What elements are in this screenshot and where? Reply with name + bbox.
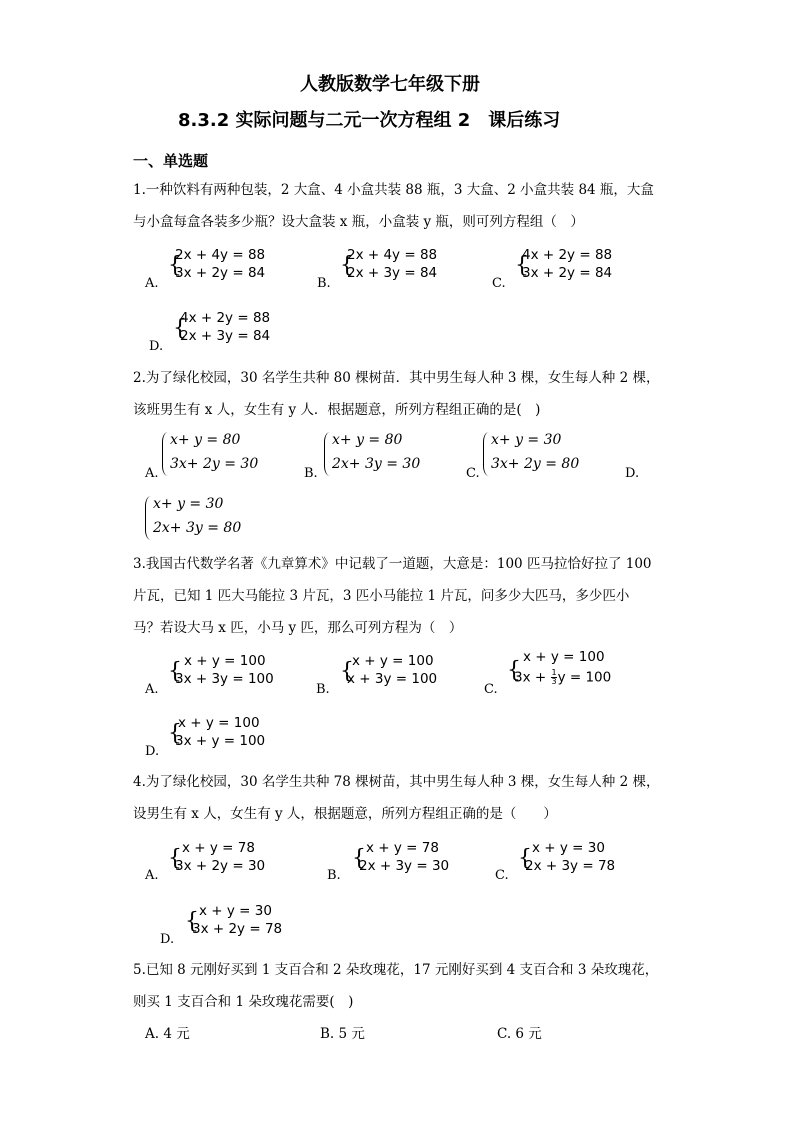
- equation-part: 3x +: [514, 669, 551, 686]
- option-label: D.: [145, 744, 160, 759]
- option-label: B.: [327, 868, 341, 883]
- equation: 2x + 3y = 84: [347, 265, 438, 281]
- equation: 3x + 3y = 100: [175, 671, 274, 687]
- equation: 3x+ 2y = 30: [170, 456, 259, 472]
- equation: 2x + 3y = 84: [180, 328, 271, 344]
- equation: x + y = 100: [352, 653, 434, 669]
- equation: 2x + 4y = 88: [175, 247, 266, 263]
- equation: 2x + 4y = 88: [347, 247, 438, 263]
- equation: 2x + 3y = 30: [359, 858, 450, 874]
- question-5-line-2: 则买 1 支百合和 1 朵玫瑰花需要( ): [133, 994, 354, 1010]
- equation: x + y = 100: [178, 715, 260, 731]
- equation: x + 3y = 100: [347, 671, 438, 687]
- equation: x + y = 100: [184, 653, 266, 669]
- equation: 2x+ 3y = 30: [332, 456, 421, 472]
- question-3-line-3: 马？若设大马 x 匹，小马 y 匹，那么可列方程为（ ）: [133, 620, 463, 636]
- equation: x + y = 78: [182, 840, 255, 856]
- option-label: B.: [304, 466, 318, 481]
- option-label: D.: [149, 339, 164, 354]
- equation: x + y = 30: [532, 840, 605, 856]
- option-label: A.: [145, 868, 159, 883]
- option-label: C.: [492, 276, 506, 291]
- section-heading-single-choice: 一、单选题: [133, 152, 209, 170]
- option-label: A.: [145, 466, 159, 481]
- equation: 4x + 2y = 88: [522, 247, 613, 263]
- document-title: 人教版数学七年级下册: [300, 74, 480, 95]
- question-5-option-b[interactable]: B. 5 元: [320, 1026, 365, 1042]
- equation: x+ y = 80: [332, 432, 403, 448]
- question-5-line-1: 5.已知 8 元刚好买到 1 支百合和 2 朵玫瑰花，17 元刚好买到 4 支百合和 3 朵玫瑰花，: [133, 962, 659, 978]
- equation: x+ y = 30: [491, 432, 562, 448]
- equation: 3x + 2y = 84: [522, 265, 613, 281]
- question-4-line-2: 设男生有 x 人，女生有 y 人，根据题意，所列方程组正确的是（ ）: [133, 806, 557, 822]
- equation: [514, 669, 611, 686]
- equation: 2x + 3y = 78: [525, 858, 616, 874]
- option-label: D.: [625, 466, 640, 481]
- question-2-line-2: 该班男生有 x 人，女生有 y 人．根据题意，所列方程组正确的是( ): [133, 402, 541, 418]
- question-1-line-1: 1.一种饮料有两种包装，2 大盒、4 小盒共装 88 瓶，3 大盒、2 小盒共装 84 瓶，大盒: [133, 182, 654, 198]
- question-4-line-1: 4.为了绿化校园，30 名学生共种 78 棵树苗，其中男生每人种 3 棵，女生每人种 2 棵，: [133, 774, 660, 790]
- question-5-option-c[interactable]: C. 6 元: [497, 1026, 542, 1042]
- question-2-line-1: 2.为了绿化校园，30 名学生共种 80 棵树苗．其中男生每人种 3 棵，女生每人种 2 棵，: [133, 370, 660, 386]
- equation: x + y = 100: [523, 649, 605, 665]
- equation: x+ y = 80: [170, 432, 241, 448]
- option-label: C.: [495, 868, 509, 883]
- equation: x+ y = 30: [153, 496, 224, 512]
- fraction: $\frac{1}{3}$: [551, 668, 557, 686]
- question-3-line-2: 片瓦，已知 1 匹大马能拉 3 片瓦，3 匹小马能拉 1 片瓦，问多少大匹马，多少匹小: [133, 588, 630, 604]
- question-3-line-1: 3.我国古代数学名著《九章算术》中记载了一道题，大意是：100 匹马拉恰好拉了 100: [133, 556, 652, 572]
- option-label: B.: [316, 682, 330, 697]
- option-label: C.: [466, 466, 480, 481]
- equation: 4x + 2y = 88: [180, 310, 271, 326]
- option-label: D.: [160, 932, 175, 947]
- equation: 3x + 2y = 78: [192, 921, 283, 937]
- option-label: C.: [484, 682, 498, 697]
- equation: x + y = 78: [366, 840, 439, 856]
- equation: 3x + y = 100: [175, 733, 266, 749]
- question-1-line-2: 与小盒每盒各装多少瓶？设大盒装 x 瓶，小盒装 y 瓶，则可列方程组（ ）: [133, 214, 584, 230]
- equation: 3x+ 2y = 80: [491, 456, 580, 472]
- equation: 3x + 2y = 84: [175, 265, 266, 281]
- equation: 3x + 2y = 30: [175, 858, 266, 874]
- option-label: B.: [317, 276, 331, 291]
- option-label: A.: [145, 682, 159, 697]
- equation: 2x+ 3y = 80: [153, 520, 242, 536]
- equation-part: y = 100: [557, 669, 612, 686]
- option-label: A.: [145, 276, 159, 291]
- document-subtitle: 8.3.2 实际问题与二元一次方程组 2 课后练习: [178, 110, 561, 131]
- equation: x + y = 30: [199, 903, 272, 919]
- question-5-option-a[interactable]: A. 4 元: [145, 1026, 190, 1042]
